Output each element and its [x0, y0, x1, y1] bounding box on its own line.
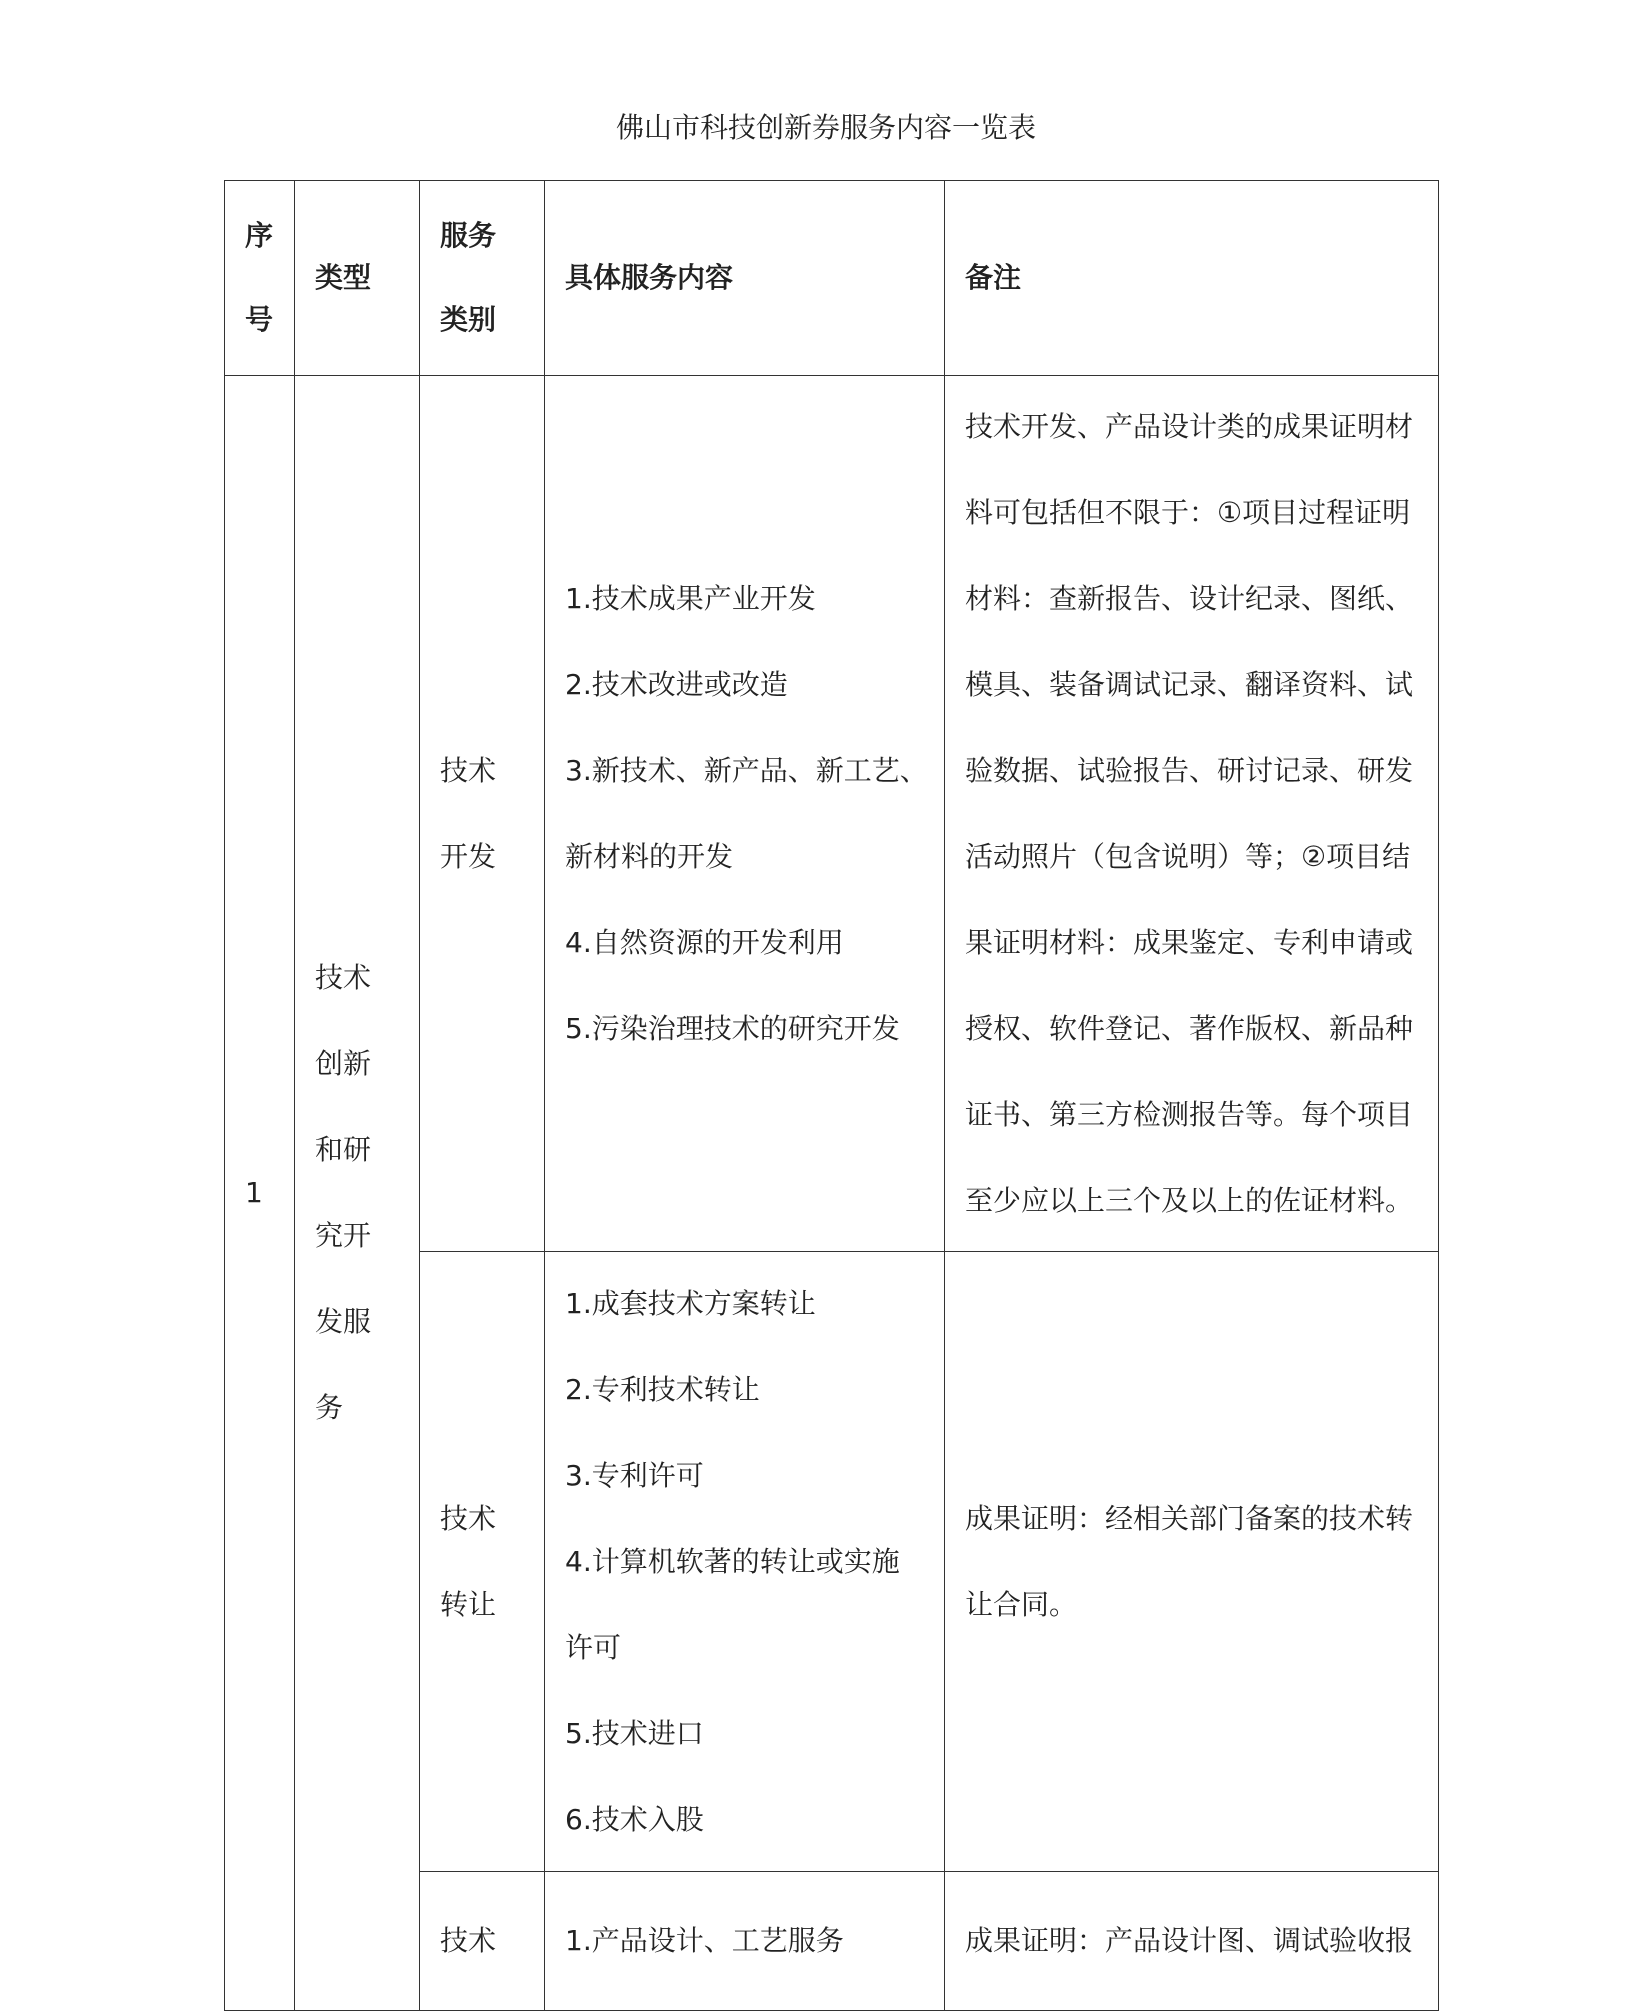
header-content: 具体服务内容: [545, 181, 945, 376]
table-header-row: [225, 181, 1439, 376]
header-category: 服务 类别: [420, 181, 545, 376]
table-row: [225, 376, 1439, 1252]
seq-cell: 1: [225, 376, 295, 2011]
header-note: 备注: [945, 181, 1439, 376]
category-cell: 技术: [420, 1872, 545, 2011]
note-cell: 成果证明：经相关部门备案的技术转 让合同。: [945, 1252, 1439, 1872]
category-cell: 技术 转让: [420, 1252, 545, 1872]
header-type: 类型: [295, 181, 420, 376]
type-cell: 技术 创新 和研 究开 发服 务: [295, 376, 420, 2011]
page-title: 佛山市科技创新券服务内容一览表: [615, 111, 1036, 144]
header-seq: 序 号: [225, 181, 295, 376]
category-cell: 技术 开发: [420, 376, 545, 1252]
content-cell: 1.成套技术方案转让 2.专利技术转让 3.专利许可 4.计算机软著的转让或实施 许可 5.技术进口 6.技术入股: [545, 1252, 945, 1872]
content-cell: 1.技术成果产业开发 2.技术改进或改造 3.新技术、新产品、新工艺、 新材料的开发 4.自然资源的开发利用 5.污染治理技术的研究开发: [545, 376, 945, 1252]
note-cell: 技术开发、产品设计类的成果证明材 料可包括但不限于：①项目过程证明 材料：查新报告、设计纪录、图纸、 模具、装备调试记录、翻译资料、试 验数据、试验报告、研讨记录、研发 活动照片（包含说明）等；②项目结 果证明材料：成果鉴定、专利申请或 授权、软件登记、著作版权、新品种 证书、第三方检测报告等。每个项目 至少应以上三个及以上的佐证材料。: [945, 376, 1439, 1252]
content-cell: 1.产品设计、工艺服务: [545, 1872, 945, 2011]
note-cell: 成果证明：产品设计图、调试验收报: [945, 1872, 1439, 2011]
service-content-table: [224, 180, 1439, 2011]
